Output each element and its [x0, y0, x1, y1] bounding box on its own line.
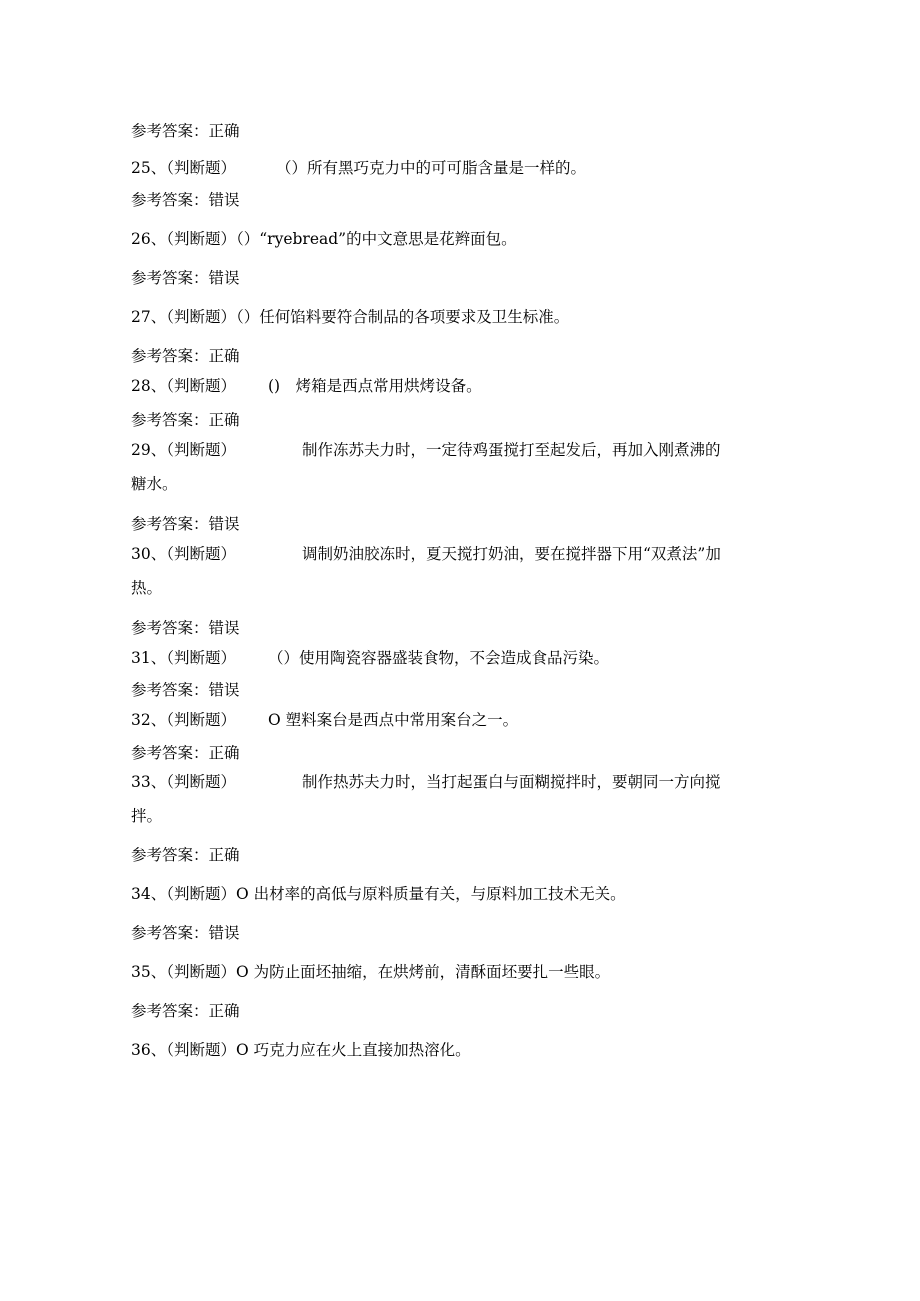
question-type: （判断题）: [166, 963, 236, 981]
answer-line: [131, 121, 240, 141]
answer-line: [131, 1001, 240, 1021]
answer-line: [131, 268, 240, 288]
answer-text: 参考答案：正确: [131, 744, 240, 762]
question-26: [131, 229, 517, 249]
question-number: 31、: [131, 649, 167, 667]
question-36: [131, 1040, 471, 1060]
question-type: （判断题）: [166, 773, 236, 791]
question-number: 33、: [131, 773, 167, 791]
question-33: [131, 765, 721, 833]
answer-line: [131, 743, 240, 763]
answer-line: [131, 845, 240, 865]
question-34: [131, 884, 626, 904]
question-text: O 出材率的高低与原料质量有关，与原料加工技术无关。: [236, 885, 626, 903]
answer-text: 参考答案：错误: [131, 619, 240, 637]
question-text: () 烤箱是西点常用烘烤设备。: [268, 377, 482, 395]
question-number: 25、: [131, 159, 167, 177]
question-type: （判断题）: [166, 545, 236, 563]
answer-line: [131, 346, 240, 366]
question-type: （判断题）: [166, 885, 236, 903]
answer-text: 参考答案：正确: [131, 846, 240, 864]
question-type: （判断题）: [166, 441, 236, 459]
question-type: （判断题）: [166, 230, 236, 248]
question-text: 制作热苏夫力时，当打起蛋白与面糊搅拌时，要朝同一方向搅拌。: [131, 773, 721, 825]
answer-line: [131, 514, 240, 534]
question-27: [131, 307, 569, 327]
question-31: [131, 648, 609, 668]
question-type: （判断题）: [166, 308, 236, 326]
question-number: 28、: [131, 377, 167, 395]
question-number: 34、: [131, 885, 167, 903]
question-type: （判断题）: [166, 711, 236, 729]
answer-line: [131, 618, 240, 638]
answer-line: [131, 190, 240, 210]
answer-text: 参考答案：错误: [131, 924, 240, 942]
answer-text: 参考答案：正确: [131, 411, 240, 429]
question-30: [131, 537, 721, 605]
question-type: （判断题）: [166, 649, 236, 667]
answer-line: [131, 680, 240, 700]
question-text: （）任何馅料要符合制品的各项要求及卫生标准。: [236, 308, 570, 326]
question-type: （判断题）: [166, 159, 236, 177]
question-number: 30、: [131, 545, 167, 563]
question-text: （）所有黑巧克力中的可可脂含量是一样的。: [276, 159, 587, 177]
answer-text: 参考答案：正确: [131, 122, 240, 140]
question-28: [131, 376, 482, 396]
question-type: （判断题）: [166, 1041, 236, 1059]
answer-text: 参考答案：错误: [131, 191, 240, 209]
question-number: 32、: [131, 711, 167, 729]
question-32: [131, 710, 518, 730]
answer-line: [131, 410, 240, 430]
question-number: 29、: [131, 441, 167, 459]
answer-text: 参考答案：正确: [131, 347, 240, 365]
answer-text: 参考答案：错误: [131, 269, 240, 287]
answer-text: 参考答案：正确: [131, 1002, 240, 1020]
question-number: 26、: [131, 230, 167, 248]
question-text: （）使用陶瓷容器盛装食物，不会造成食品污染。: [268, 649, 610, 667]
question-35: [131, 962, 610, 982]
answer-text: 参考答案：错误: [131, 681, 240, 699]
question-number: 27、: [131, 308, 167, 326]
question-type: （判断题）: [166, 377, 236, 395]
question-number: 36、: [131, 1041, 167, 1059]
question-text: 制作冻苏夫力时，一定待鸡蛋搅打至起发后，再加入刚煮沸的糖水。: [131, 441, 721, 493]
answer-text: 参考答案：错误: [131, 515, 240, 533]
question-text: O 塑料案台是西点中常用案台之一。: [268, 711, 519, 729]
question-text: O 巧克力应在火上直接加热溶化。: [236, 1041, 471, 1059]
question-25: [131, 158, 586, 178]
answer-line: [131, 923, 240, 943]
question-number: 35、: [131, 963, 167, 981]
question-text: 调制奶油胶冻时，夏天搅打奶油，要在搅拌器下用“双煮法”加热。: [131, 545, 721, 597]
question-text: O 为防止面坯抽缩，在烘烤前，清酥面坯要扎一些眼。: [236, 963, 611, 981]
question-29: [131, 433, 721, 501]
question-text: （）“ryebread”的中文意思是花辫面包。: [236, 230, 517, 248]
